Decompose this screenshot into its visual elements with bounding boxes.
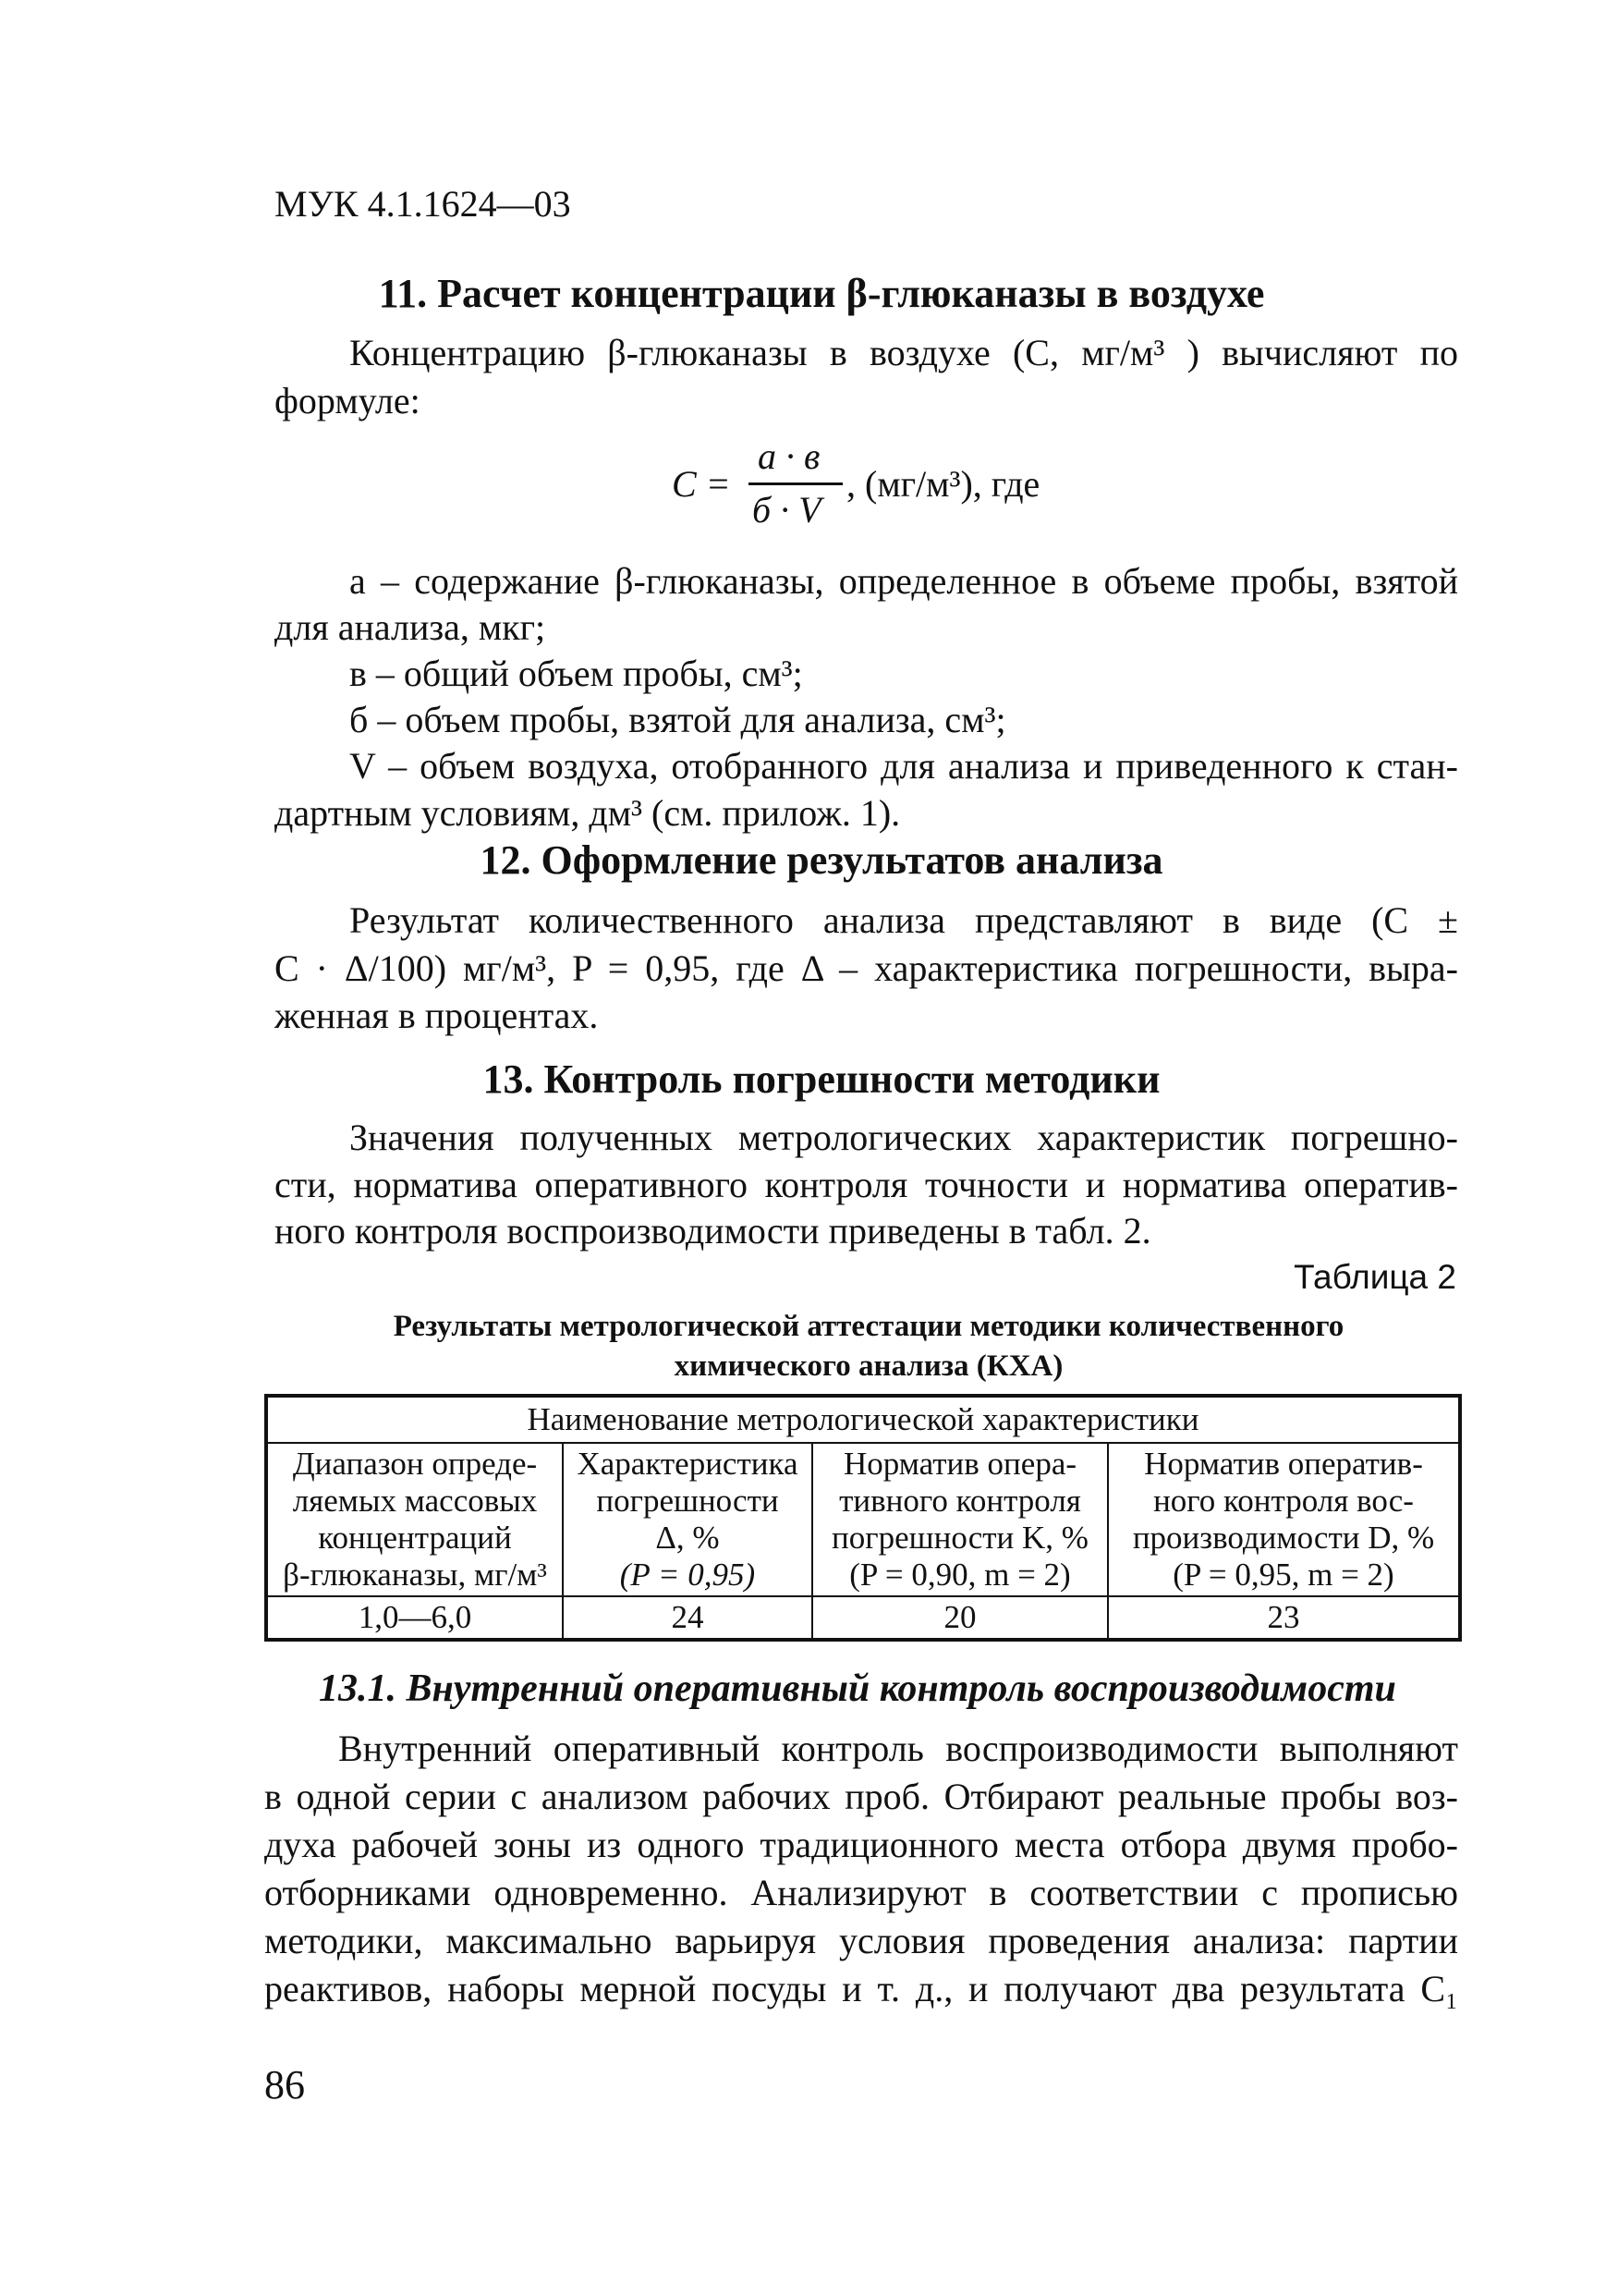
section-13-line-3: ного контроля воспроизводимости приведены в табл. 2. [274,1210,1151,1252]
table-cell-error: 24 [563,1596,812,1640]
results-table [264,1394,1462,1642]
table-col-range: Диапазон опреде- ляемых массовых концентраций β-глюканазы, мг/м³ [266,1443,563,1596]
table-header-span-row [266,1396,1460,1443]
section-13-1-line-4: отборниками одновременно. Анализируют в соответствии с прописью [264,1872,1458,1913]
definition-air-volume-line-1: V – объем воздуха, отобранного для анализа и приведенного к стан- [349,745,1458,787]
table-cell-reproducibility: 23 [1108,1596,1460,1640]
section-13-line-1: Значения полученных метрологических характеристик погрешно- [349,1117,1458,1158]
table-header-span: Наименование метрологической характеристики [266,1396,1460,1443]
section-13-1-line-1: Внутренний оперативный контроль воспроизводимости выполняют [338,1728,1458,1769]
section-12-title: 12. Оформление результатов анализа [480,837,1163,883]
table-cell-accuracy: 20 [812,1596,1108,1640]
table-col-accuracy-norm: Норматив опера- тивного контроля погрешности K, % (P = 0,90, m = 2) [812,1443,1108,1596]
section-12-line-2: C · Δ/100) мг/м³, P = 0,95, где Δ – характеристика погрешности, выра- [274,947,1458,989]
table-column-header-row [266,1443,1460,1596]
table-col-error-characteristic: Характеристика погрешности Δ, % (P = 0,95) [563,1443,812,1596]
formula-lhs: C = [672,463,731,505]
section-13-1-line-6: реактивов, наборы мерной посуды и т. д., и получают два результата C₁ [264,1968,1458,2009]
definition-air-volume-line-2: дартным условиям, дм³ (см. прилож. 1). [274,792,901,834]
section-13-1-line-3: духа рабочей зоны из одного традиционного места отбора двумя пробо- [264,1824,1458,1865]
table-cell-range: 1,0—6,0 [266,1596,563,1640]
section-11-title: 11. Расчет концентрации β-глюканазы в воздухе [378,271,1265,316]
table-label: Таблица 2 [1294,1258,1456,1296]
section-13-1-title: 13.1. Внутренний оперативный контроль воспроизводимости [319,1667,1396,1710]
definition-v: в – общий объем пробы, см³; [349,653,803,694]
table-col-reproducibility-norm: Норматив оператив- ного контроля вос- производимости D, % (P = 0,95, m = 2) [1108,1443,1460,1596]
section-11-intro-line-2: формуле: [274,380,420,421]
definition-a-line-2: для анализа, мкг; [274,606,546,648]
section-13-1-line-5: методики, максимально варьируя условия проведения анализа: партии [264,1920,1458,1961]
section-13-line-2: сти, норматива оперативного контроля точности и норматива оператив- [274,1164,1458,1205]
section-13-title: 13. Контроль погрешности методики [482,1056,1161,1102]
formula-denominator: б · V [752,489,821,531]
formula-numerator: a · в [758,435,821,477]
definition-a-line-1: a – содержание β-глюканазы, определенное в объеме пробы, взятой [349,560,1458,602]
table-caption-line-1: Результаты метрологической аттестации методики количественного [393,1310,1344,1343]
section-13-1-line-2: в одной серии с анализом рабочих проб. Отбирают реальные пробы воз- [264,1776,1458,1817]
definition-b: б – объем пробы, взятой для анализа, см³; [349,699,1006,740]
formula-fraction-bar [748,482,843,485]
document-code: МУК 4.1.1624—03 [274,183,571,225]
section-12-line-3: женная в процентах. [274,995,599,1036]
table-caption-line-2: химического анализа (КХА) [674,1350,1064,1383]
page-number: 86 [264,2062,305,2107]
section-12-line-1: Результат количественного анализа представляют в виде (C ± [349,899,1458,941]
section-11-intro-line-1: Концентрацию β-глюканазы в воздухе (C, мг/м³ ) вычисляют по [349,332,1458,373]
formula-suffix: , (мг/м³), где [846,463,1040,505]
table-row [266,1596,1460,1640]
